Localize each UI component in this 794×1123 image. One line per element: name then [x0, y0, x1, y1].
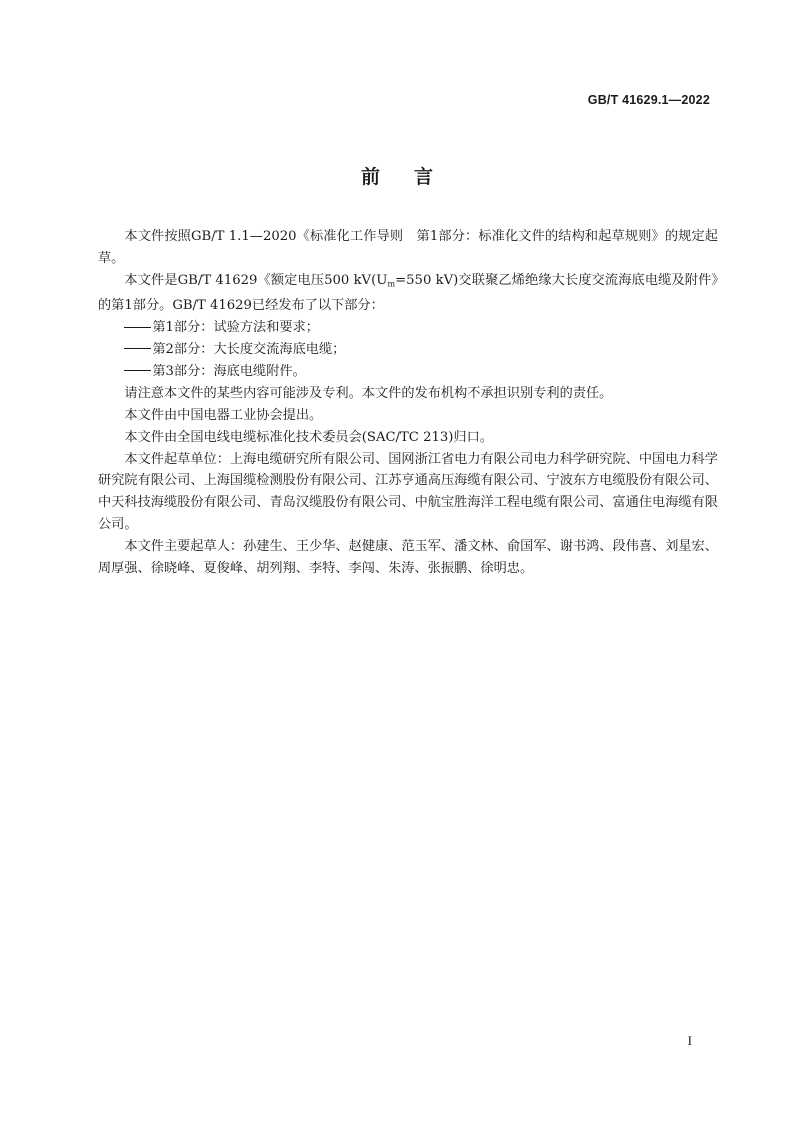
em-dash-marker — [124, 327, 150, 329]
paragraph-series-info — [98, 270, 718, 317]
standard-number: GB/T 41629.1—2022 — [587, 93, 710, 107]
paragraph-drafters: 本文件主要起草人：孙建生、王少华、赵健康、范玉军、潘文林、俞国军、谢书鸿、段伟喜、刘星宏、周厚强、徐晓峰、夏俊峰、胡列翔、李特、李闯、朱涛、张振鹏、徐明忠。 — [98, 539, 718, 577]
paragraph-drafting-units: 本文件起草单位：上海电缆研究所有限公司、国网浙江省电力有限公司电力科学研究院、中国电力科学研究院有限公司、上海国缆检测股份有限公司、江苏亨通高压海缆有限公司、宁波东方电缆股份有限公司、中天科技海缆股份有限公司、青岛汉缆股份有限公司、中航宝胜海洋工程电缆有限公司、富通住电海缆有限公司。 — [98, 451, 718, 533]
list-item — [98, 361, 718, 383]
page-number: I — [687, 1033, 692, 1048]
list-item — [98, 339, 718, 361]
list-item-text: 第2部分：大长度交流海底电缆； — [152, 341, 346, 357]
em-dash-marker — [124, 348, 150, 350]
foreword-body — [98, 226, 718, 580]
paragraph-proposer: 本文件由中国电器工业协会提出。 — [124, 407, 323, 423]
voltage-subscript: m — [387, 278, 396, 289]
page-title: 前言 — [360, 166, 467, 188]
list-item-text: 第3部分：海底电缆附件。 — [152, 363, 306, 379]
series-info-text-start: 本文件是GB/T 41629《额定电压500 kV(U — [124, 272, 388, 288]
paragraph-drafting-rules: 本文件按照GB/T 1.1—2020《标准化工作导则 第1部分：标准化文件的结构和起草规则》的规定起草。 — [98, 229, 718, 266]
list-item-text: 第1部分：试验方法和要求； — [152, 320, 319, 336]
paragraph-patent-notice: 请注意本文件的某些内容可能涉及专利。本文件的发布机构不承担识别专利的责任。 — [124, 385, 613, 401]
em-dash-marker — [124, 370, 150, 372]
list-item — [98, 317, 718, 339]
series-info-text-end: =550 kV)交联聚乙烯绝缘大长度交流海底电缆及附件》的第1部分。GB/T 41629已经发布了以下部分： — [98, 272, 718, 314]
paragraph-committee: 本文件由全国电线电缆标准化技术委员会(SAC/TC 213)归口。 — [124, 429, 493, 445]
